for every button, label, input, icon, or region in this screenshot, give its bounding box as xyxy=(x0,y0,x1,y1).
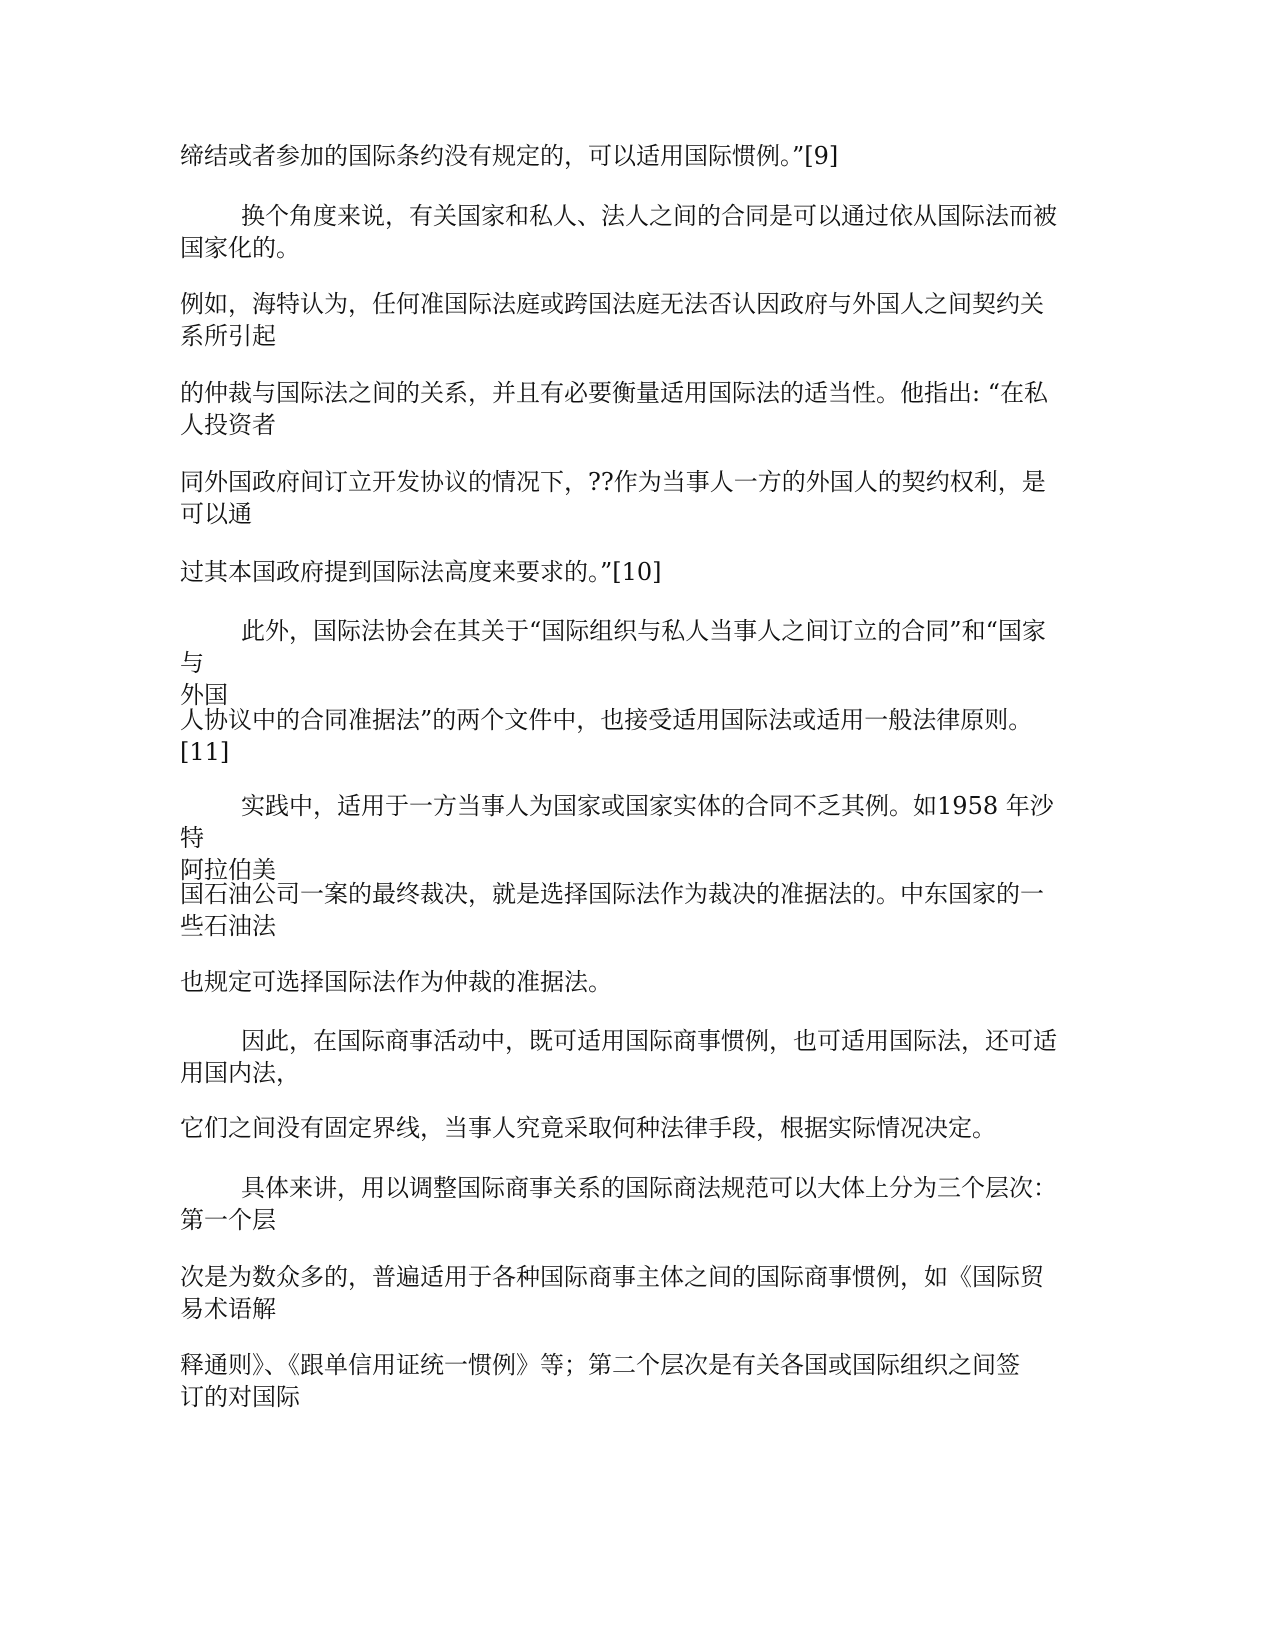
paragraph: 过其本国政府提到国际法高度来要求的。”[10] xyxy=(180,558,662,586)
paragraph: 换个角度来说，有关国家和私人、法人之间的合同是可以通过依从国际法而被 国家化的。 xyxy=(180,202,1058,262)
paragraph: 人协议中的合同准据法”的两个文件中，也接受适用国际法或适用一般法律原则。 [11] xyxy=(180,706,1033,766)
paragraph: 次是为数众多的，普遍适用于各种国际商事主体之间的国际商事惯例，如《国际贸 易术语解 xyxy=(180,1263,1044,1323)
paragraph: 释通则》、《跟单信用证统一惯例》等；第二个层次是有关各国或国际组织之间签 订的对国际 xyxy=(180,1351,1020,1411)
paragraph: 缔结或者参加的国际条约没有规定的，可以适用国际惯例。”[9] xyxy=(180,142,839,170)
paragraph: 它们之间没有固定界线，当事人究竟采取何种法律手段，根据实际情况决定。 xyxy=(180,1114,996,1142)
paragraph: 的仲裁与国际法之间的关系，并且有必要衡量适用国际法的适当性。他指出: “在私 人投资者 xyxy=(180,379,1048,439)
paragraph: 因此，在国际商事活动中，既可适用国际商事惯例，也可适用国际法，还可适 用国内法， xyxy=(180,1027,1058,1087)
paragraph: 同外国政府间订立开发协议的情况下，??作为当事人一方的外国人的契约权利，是 可以通 xyxy=(180,468,1046,528)
paragraph: 国石油公司一案的最终裁决，就是选择国际法作为裁决的准据法的。中东国家的一 些石油法 xyxy=(180,880,1044,940)
paragraph: 也规定可选择国际法作为仲裁的准据法。 xyxy=(180,968,612,996)
paragraph: 例如，海特认为，任何准国际法庭或跨国法庭无法否认因政府与外国人之间契约关 系所引起 xyxy=(180,290,1044,350)
paragraph: 此外，国际法协会在其关于“国际组织与私人当事人之间订立的合同”和“国家与 外国 xyxy=(180,617,1046,709)
paragraph: 具体来讲，用以调整国际商事关系的国际商法规范可以大体上分为三个层次： 第一个层 xyxy=(180,1174,1058,1234)
paragraph: 实践中，适用于一方当事人为国家或国家实体的合同不乏其例。如1958 年沙特 阿拉伯美 xyxy=(180,792,1054,884)
